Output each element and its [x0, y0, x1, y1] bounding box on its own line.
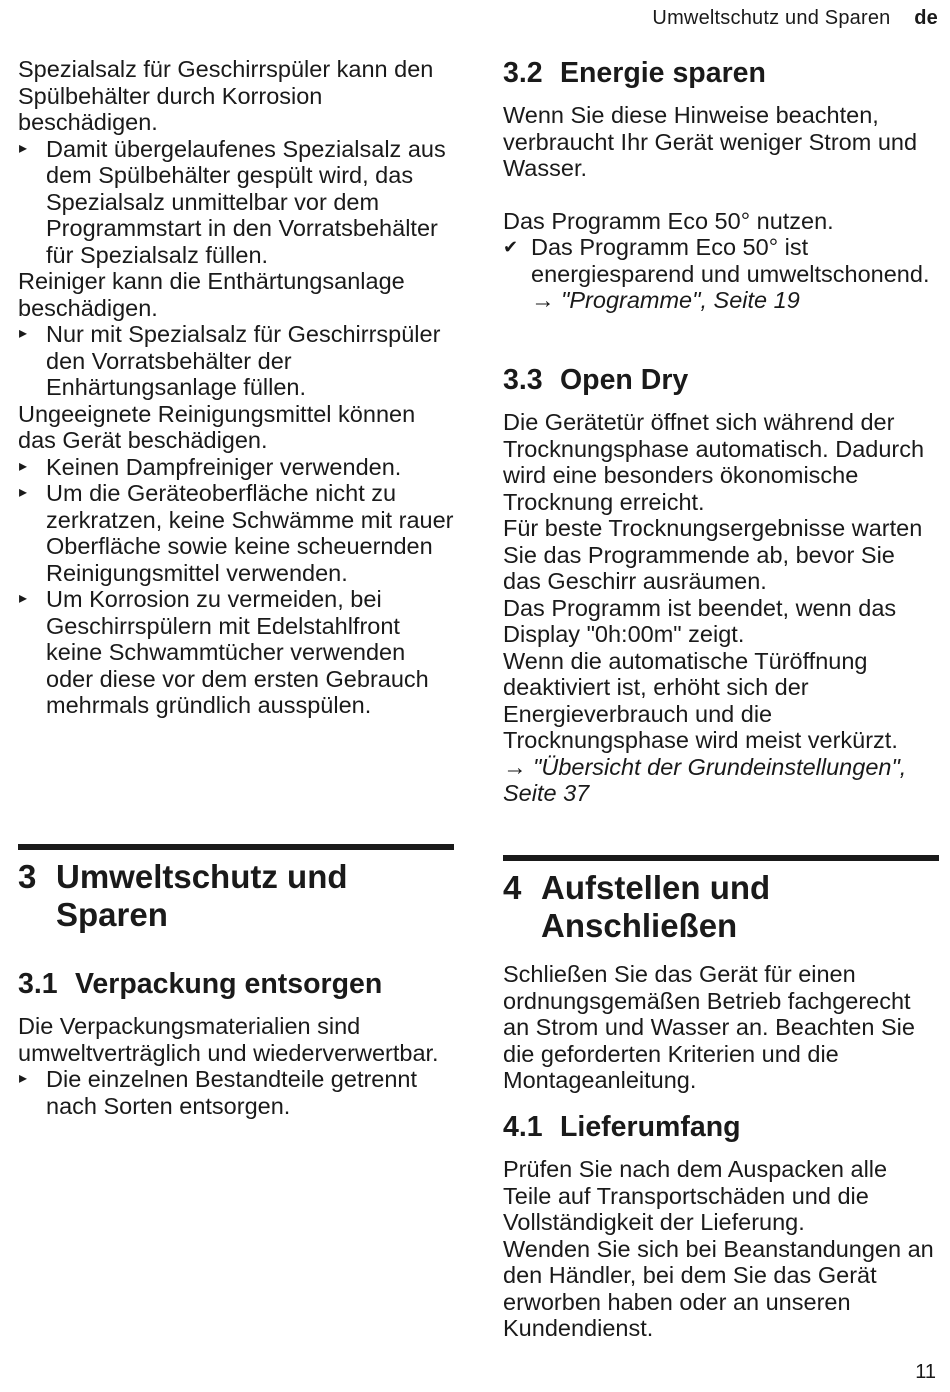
section-number: 3.1 [18, 968, 58, 1000]
chapter-number: 3 [18, 858, 37, 895]
section-number: 4.1 [503, 1111, 543, 1143]
section-3-1-heading [18, 968, 454, 1000]
section-number: 3.3 [503, 364, 543, 396]
instruction-no-steam: ▸ Keinen Dampfreiniger verwenden. [18, 454, 454, 481]
section-3-2-text: Wenn Sie diese Hinweise beachten, verbraucht Ihr Gerät weniger Strom und Wasser. [503, 102, 918, 181]
section-3-1-bullet: ▸ Die einzelnen Bestandteile getrennt nach Sorten entsorgen. [18, 1066, 454, 1119]
section-4-1-heading [503, 1111, 939, 1143]
cross-reference-programme[interactable]: → "Programme", Seite 19 [531, 287, 800, 313]
section-3-2-check-item [503, 234, 939, 287]
open-dry-text-3: Das Programm ist beendet, wenn das Display "0h:00m" zeigt. [503, 594, 897, 647]
cross-reference-settings[interactable]: → "Übersicht der Grundeinstellungen", Seite 37 [503, 753, 907, 806]
section-3-3-heading [503, 364, 939, 396]
header-section-title: Umweltschutz und Sparen [652, 7, 891, 29]
section-3-1-text: Die Verpackungsmaterialien sind umweltverträglich und wiederverwertbar. [18, 1013, 439, 1066]
check-icon: ✔ [503, 237, 519, 257]
chapter-title: Aufstellen und Anschließen [541, 869, 771, 944]
delivery-text-2: Wenden Sie sich bei Beanstandungen an den Händler, bei dem Sie das Gerät erworben haben oder an unseren Kundendienst. [503, 1235, 934, 1341]
open-dry-text-1: Die Gerätetür öffnet sich während der Trocknungsphase automatisch. Dadurch wird eine besonders ökonomische Trocknung erreicht. [503, 409, 925, 515]
instruction-salt-only: ▸ Nur mit Spezialsalz für Geschirrspüler den Vorratsbehälter der Enhärtungsanlage füllen. [18, 321, 454, 401]
running-header [652, 7, 938, 30]
section-title: Verpackung entsorgen [75, 968, 383, 1000]
delivery-text-1: Prüfen Sie nach dem Auspacken alle Teile auf Transportschäden und die Vollständigkeit der Lieferung. [503, 1156, 888, 1235]
chapter-4-heading [503, 869, 939, 945]
chapter-3-heading [18, 858, 454, 934]
chapter-3 [18, 844, 454, 934]
chapter-4-text: Schließen Sie das Gerät für einen ordnungsgemäßen Betrieb fachgerecht an Strom und Wasser an. Beachten Sie die geforderten Kriterien und die Montageanleitung. [503, 961, 915, 1093]
chapter-rule [503, 855, 939, 861]
section-title: Open Dry [560, 364, 689, 396]
instruction-corrosion: ▸ Um Korrosion zu vermeiden, bei Geschirrspülern mit Edelstahlfront keine Schwammtücher verwenden oder diese vor dem ersten Gebrauch mehrmals gründlich ausspülen. [18, 586, 454, 719]
check-item-text: Das Programm Eco 50° ist energiesparend und umweltschonend. [531, 234, 930, 287]
section-3-2 [503, 57, 939, 314]
chapter-rule [18, 844, 454, 850]
section-title: Lieferumfang [560, 1111, 741, 1143]
chapter-4 [503, 855, 939, 1094]
section-number: 3.2 [503, 57, 543, 89]
instruction-salt-fill: ▸ Damit übergelaufenes Spezialsalz aus dem Spülbehälter gespült wird, das Spezialsalz unmittelbar vor dem Programmstart in den Vorratsbehälter für Spezialsalz füllen. [18, 136, 454, 269]
warning-cleaner: Reiniger kann die Enthärtungsanlage beschädigen. [18, 268, 405, 321]
open-dry-text-2: Für beste Trocknungsergebnisse warten Sie das Programmende ab, bevor Sie das Geschirr ausräumen. [503, 515, 923, 594]
section-3-3 [503, 364, 939, 807]
section-3-2-heading [503, 57, 939, 89]
section-3-1 [18, 968, 454, 1119]
section-title: Energie sparen [560, 57, 766, 89]
section-3-2-eco-text: Das Programm Eco 50° nutzen. [503, 207, 834, 234]
warning-salt: Spezialsalz für Geschirrspüler kann den Spülbehälter durch Korrosion beschädigen. [18, 56, 434, 135]
open-dry-text-4: Wenn die automatische Türöffnung deaktiviert ist, erhöht sich der Energieverbrauch und die Trocknungsphase wird meist verkürzt. [503, 647, 898, 753]
header-language-code: de [914, 7, 938, 29]
chapter-title: Umweltschutz und Sparen [56, 858, 348, 933]
page-number: 11 [915, 1361, 936, 1383]
instruction-no-sponges: ▸ Um die Geräteoberfläche nicht zu zerkratzen, keine Schwämme mit rauer Oberfläche sowie keine scheuernden Reinigungsmittel verwenden. [18, 480, 454, 586]
safety-notes [18, 56, 454, 719]
warning-detergent: Ungeeignete Reinigungsmittel können das Gerät beschädigen. [18, 400, 416, 453]
chapter-number: 4 [503, 869, 522, 906]
section-4-1 [503, 1111, 939, 1342]
